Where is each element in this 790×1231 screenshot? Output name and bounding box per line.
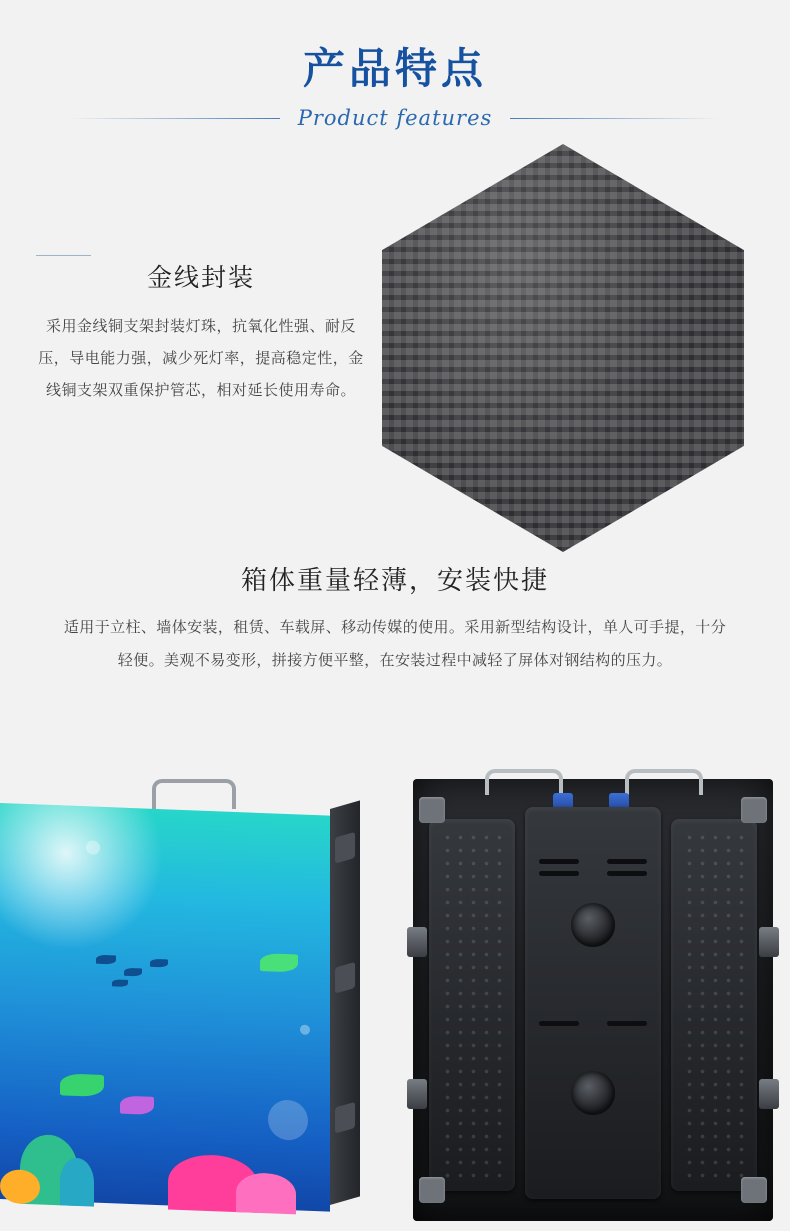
corner-bracket-icon <box>741 1177 767 1203</box>
cooling-dots-pattern <box>441 831 503 1179</box>
cabinet-screen <box>0 803 330 1212</box>
feature-1-accent-line <box>36 255 91 256</box>
page-title: 产品特点 <box>302 44 487 93</box>
coral-icon <box>0 1169 40 1205</box>
feature-1-title: 金线封装 <box>146 263 255 292</box>
bubble-icon <box>86 840 100 855</box>
coral-icon <box>236 1172 296 1214</box>
fish-icon <box>120 1096 154 1115</box>
fan-icon <box>571 903 615 947</box>
rear-panel-center <box>525 807 661 1199</box>
cabinet-handle-icon <box>485 769 563 795</box>
vent-icon <box>607 859 647 864</box>
divider-right <box>510 118 720 119</box>
cabinet-front-illustration <box>0 785 360 1215</box>
corner-bracket-icon <box>419 1177 445 1203</box>
page-subtitle: Product features <box>297 106 493 130</box>
page-header <box>0 0 790 130</box>
feature-2-title: 箱体重量轻薄，安装快捷 <box>240 566 549 596</box>
vent-icon <box>607 871 647 876</box>
corner-bracket-icon <box>741 797 767 823</box>
bubble-icon <box>268 1099 308 1141</box>
cabinet-lock-icon <box>335 832 355 864</box>
side-lock-icon <box>407 1079 427 1109</box>
led-module-image <box>382 144 744 552</box>
cabinet-lock-icon <box>335 1102 355 1134</box>
divider-left <box>70 118 280 119</box>
rear-panel-left <box>429 819 515 1191</box>
side-lock-icon <box>759 927 779 957</box>
cabinet-handle-icon <box>625 769 703 795</box>
vent-icon <box>607 1021 647 1026</box>
photo-cabinet-rear <box>395 765 790 1231</box>
fish-icon <box>60 1073 104 1097</box>
fish-icon <box>96 955 116 965</box>
cabinet-handle-icon <box>152 779 236 809</box>
fish-icon <box>124 968 142 977</box>
photo-cabinet-front <box>0 765 395 1231</box>
bubble-icon <box>300 1025 310 1035</box>
led-module-hex-shape <box>382 144 744 552</box>
feature-1-text <box>36 258 366 406</box>
fish-icon <box>112 979 128 987</box>
fish-icon <box>260 953 298 972</box>
corner-bracket-icon <box>419 797 445 823</box>
fish-icon <box>150 959 168 968</box>
vent-icon <box>539 1021 579 1026</box>
vent-icon <box>539 871 579 876</box>
vent-icon <box>539 859 579 864</box>
feature-section-1 <box>0 130 790 560</box>
feature-1-body: 采用金线铜支架封装灯珠，抗氧化性强、耐反压，导电能力强，减少死灯率，提高稳定性，金线铜支架双重保护管芯，相对延长使用寿命。 <box>38 317 364 399</box>
rear-panel-right <box>671 819 757 1191</box>
feature-2-body: 适用于立柱、墙体安装，租赁、车载屏、移动传媒的使用。采用新型结构设计，单人可手提，十分轻便。美观不易变形，拼接方便平整，在安装过程中减轻了屏体对钢结构的压力。 <box>63 618 727 669</box>
side-lock-icon <box>407 927 427 957</box>
fan-icon <box>571 1071 615 1115</box>
subtitle-row <box>0 106 790 130</box>
cabinet-side-panel <box>330 800 360 1205</box>
coral-icon <box>60 1157 94 1206</box>
photo-row <box>0 765 790 1231</box>
side-lock-icon <box>759 1079 779 1109</box>
cooling-dots-pattern <box>683 831 745 1179</box>
cabinet-rear-illustration <box>413 779 773 1221</box>
feature-section-2 <box>0 560 790 677</box>
cabinet-lock-icon <box>335 962 355 994</box>
